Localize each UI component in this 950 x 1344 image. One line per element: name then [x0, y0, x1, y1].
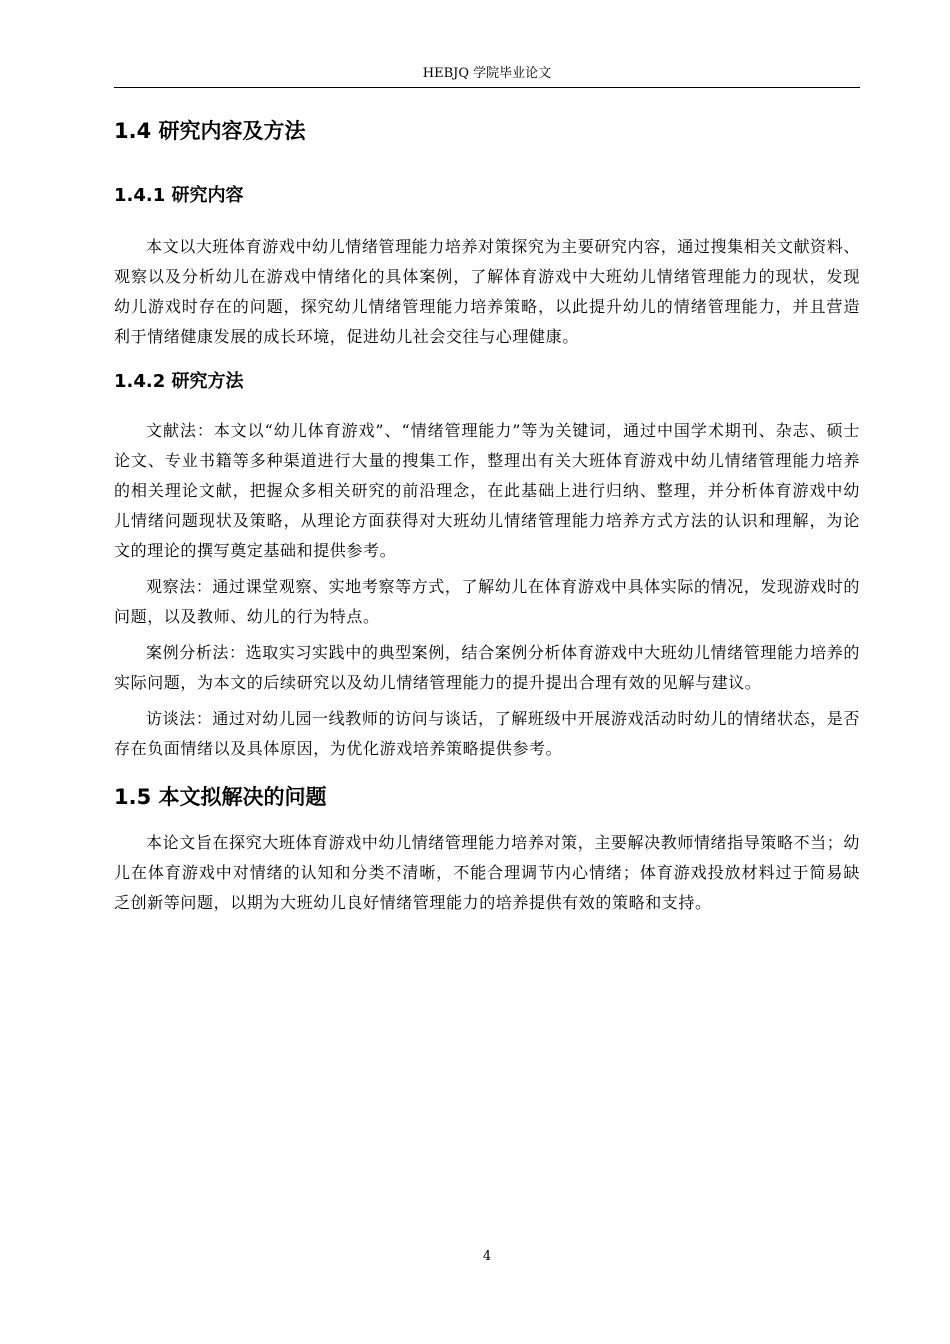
header-divider: [114, 87, 860, 88]
paragraph-problems-to-solve: 本论文旨在探究大班体育游戏中幼儿情绪管理能力培养对策，主要解决教师情绪指导策略不当；幼儿在体育游戏中对情绪的认知和分类不清晰，不能合理调节内心情绪；体育游戏投放材料过于简易缺乏创新等问题，以期为大班幼儿良好情绪管理能力的培养提供有效的策略和支持。: [114, 833, 860, 912]
paragraph-research-content: 本文以大班体育游戏中幼儿情绪管理能力培养对策探究为主要研究内容，通过搜集相关文献资料、观察以及分析幼儿在游戏中情绪化的具体案例，了解体育游戏中大班幼儿情绪管理能力的现状，发现幼儿游戏时存在的问题，探究幼儿情绪管理能力培养策略，以此提升幼儿的情绪管理能力，并且营造利于情绪健康发展的成长环境，促进幼儿社会交往与心理健康。: [114, 237, 860, 346]
section-heading-1-4-1: 1.4.1 研究内容: [114, 185, 244, 206]
page-number: 4: [482, 1249, 492, 1264]
section-heading-1-5: 1.5 本文拟解决的问题: [114, 785, 327, 809]
paragraph-interview-method: 访谈法：通过对幼儿园一线教师的访问与谈话，了解班级中开展游戏活动时幼儿的情绪状态，是否存在负面情绪以及具体原因，为优化游戏培养策略提供参考。: [114, 709, 860, 758]
section-heading-1-4: 1.4 研究内容及方法: [114, 119, 306, 143]
section-heading-1-4-2: 1.4.2 研究方法: [114, 371, 244, 392]
page-header: HEBJQ 学院毕业论文: [422, 66, 552, 81]
page-body: [114, 116, 860, 918]
paragraph-case-analysis-method: 案例分析法：选取实习实践中的典型案例，结合案例分析体育游戏中大班幼儿情绪管理能力培养的实际问题，为本文的后续研究以及幼儿情绪管理能力的提升提出合理有效的见解与建议。: [114, 643, 860, 692]
paragraph-literature-method: 文献法：本文以“幼儿体育游戏”、“情绪管理能力”等为关键词，通过中国学术期刊、杂志、硕士论文、专业书籍等多种渠道进行大量的搜集工作，整理出有关大班体育游戏中幼儿情绪管理能力培养的相关理论文献，把握众多相关研究的前沿理念，在此基础上进行归纳、整理，并分析体育游戏中幼儿情绪问题现状及策略，从理论方面获得对大班幼儿情绪管理能力培养方式方法的认识和理解，为论文的理论的撰写奠定基础和提供参考。: [114, 421, 860, 560]
paragraph-observation-method: 观察法：通过课堂观察、实地考察等方式，了解幼儿在体育游戏中具体实际的情况，发现游戏时的问题，以及教师、幼儿的行为特点。: [114, 577, 860, 626]
